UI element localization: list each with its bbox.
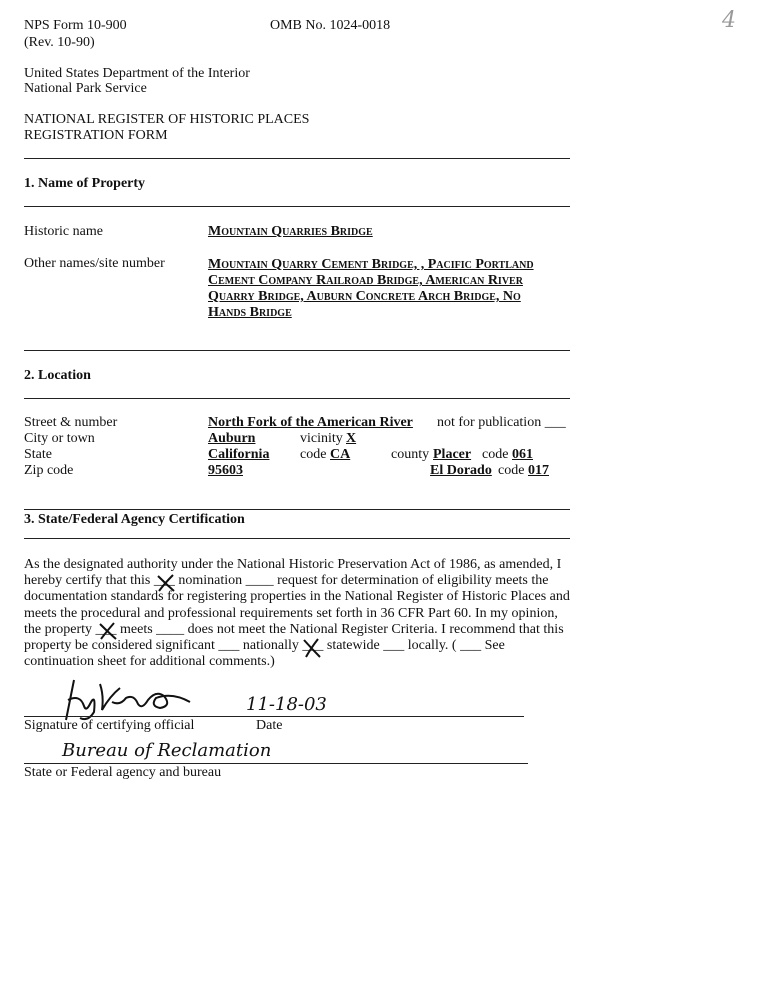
handwritten-date: 11-18-03 <box>246 694 327 715</box>
divider <box>24 350 570 351</box>
handwritten-check-nomination <box>156 574 176 592</box>
other-names-line-1: Mountain Quarry Cement Bridge, , Pacific Portland <box>208 257 534 272</box>
state-label: State <box>24 447 52 462</box>
other-names-line-2: Cement Company Railroad Bridge, American River <box>208 273 523 288</box>
handwritten-check-statewide <box>302 638 322 658</box>
county-code-label: code <box>482 447 509 462</box>
state-code-label: code <box>300 447 327 462</box>
state-code-value: CA <box>330 447 351 462</box>
omb-number: OMB No. 1024-0018 <box>270 18 391 33</box>
other-names-line-3: Quarry Bridge, Auburn Concrete Arch Bridge, No <box>208 289 521 304</box>
certification-line: As the designated authority under the National Historic Preservation Act of 1986, as amended, I <box>24 557 562 572</box>
signature-label: Signature of certifying official <box>24 718 195 733</box>
county2-code-label: code <box>498 463 525 478</box>
other-names-line-4: Hands Bridge <box>208 305 292 320</box>
handwritten-check-meets <box>98 622 118 640</box>
bureau-label: State or Federal agency and bureau <box>24 765 222 780</box>
other-names-label: Other names/site number <box>24 256 165 271</box>
certification-line: hereby certify that this ___ nomination ____ request for determination of eligibility meets the <box>24 573 549 589</box>
date-label: Date <box>256 718 283 733</box>
divider <box>24 158 570 159</box>
zip-label: Zip code <box>24 463 74 478</box>
certification-line: the property ___ meets ____ does not meet the National Register Criteria. I recommend that this <box>24 621 564 637</box>
divider <box>24 206 570 207</box>
divider <box>24 538 570 539</box>
form-title: NATIONAL REGISTER OF HISTORIC PLACES <box>24 112 310 127</box>
county-label: county <box>391 447 430 462</box>
city-label: City or town <box>24 431 95 446</box>
certification-line: property be considered significant ___ nationally ___ statewide ___ locally. ( ___ See <box>24 638 505 654</box>
form-number: NPS Form 10-900 <box>24 18 127 33</box>
county2-code-value: 017 <box>528 463 549 478</box>
certification-line: documentation standards for registering properties in the National Register of Historic Places and <box>24 589 570 605</box>
signature-line <box>24 716 524 717</box>
handwritten-bureau: Bureau of Reclamation <box>62 740 272 761</box>
bureau-line <box>24 763 528 764</box>
zip-value: 95603 <box>208 463 243 478</box>
section-heading-location: 2. Location <box>24 368 91 383</box>
street-value: North Fork of the American River <box>208 415 413 430</box>
certification-line: meets the procedural and professional requirements set forth in 36 CFR Part 60. In my opinion, <box>24 605 558 621</box>
divider <box>24 509 570 510</box>
divider <box>24 398 570 399</box>
city-value: Auburn <box>208 431 256 446</box>
historic-name-value: Mountain Quarries Bridge <box>208 224 373 239</box>
section-heading-certification: 3. State/Federal Agency Certification <box>24 512 245 527</box>
form-subtitle: REGISTRATION FORM <box>24 128 168 143</box>
historic-name-label: Historic name <box>24 224 103 239</box>
state-value: California <box>208 447 270 462</box>
department: United States Department of the Interior <box>24 66 250 81</box>
county-value: Placer <box>433 447 472 462</box>
county2-value: El Dorado <box>430 463 492 478</box>
form-revision: (Rev. 10-90) <box>24 35 95 50</box>
not-for-publication: not for publication ___ <box>437 415 566 430</box>
vicinity-label: vicinity <box>300 431 343 446</box>
certification-line: continuation sheet for additional comments.) <box>24 654 275 670</box>
vicinity-value: X <box>346 431 357 446</box>
page-mark: 4 <box>722 8 736 33</box>
county-code-value: 061 <box>512 447 533 462</box>
service: National Park Service <box>24 81 147 96</box>
street-label: Street & number <box>24 415 118 430</box>
section-heading-name: 1. Name of Property <box>24 176 146 191</box>
